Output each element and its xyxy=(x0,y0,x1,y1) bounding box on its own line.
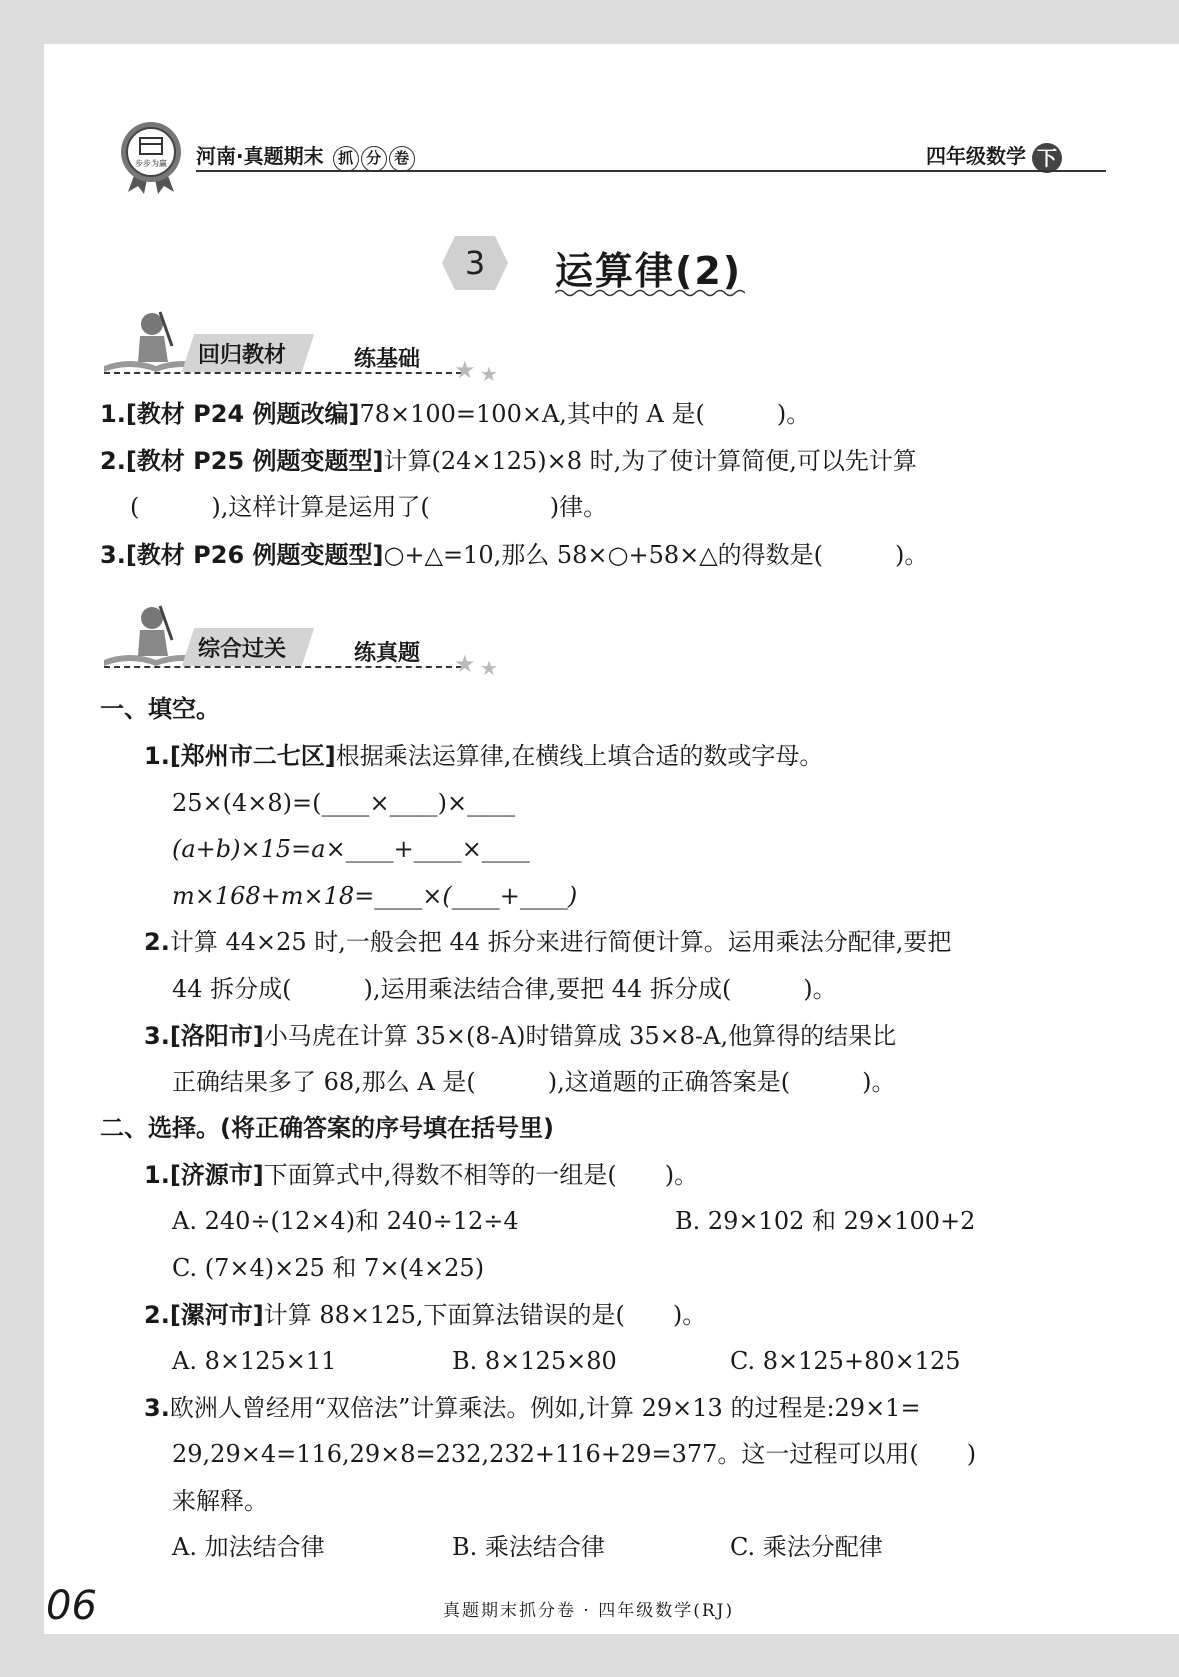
header-left-title xyxy=(196,140,415,172)
section1-dashed-rule xyxy=(104,372,462,374)
section1-item-2-cont: ( ),这样计算是运用了( )律。 xyxy=(130,493,608,521)
star-icon: ★ xyxy=(454,650,476,678)
section1-item-2: 2.[教材 P25 例题变题型]计算(24×125)×8 时,为了使计算简便,可以先计算 xyxy=(100,447,917,475)
lesson-title: 运算律(2) xyxy=(555,249,743,293)
header-rule xyxy=(196,170,1106,172)
part2-heading: 二、选择。(将正确答案的序号填在括号里) xyxy=(100,1114,554,1142)
section1-label: 练基础 xyxy=(354,347,421,372)
star-icon: ★ xyxy=(454,356,476,384)
header-circle-char: 抓 xyxy=(333,146,359,172)
section1-item-1: 1.[教材 P24 例题改编]78×100=100×A,其中的 A 是( )。 xyxy=(100,400,811,428)
volume-badge: 下 xyxy=(1032,143,1062,173)
part2-q2-option-b: B. 8×125×80 xyxy=(452,1347,617,1375)
part1-heading: 一、填空。 xyxy=(100,695,220,723)
part2-q1-option-c: C. (7×4)×25 和 7×(4×25) xyxy=(172,1254,485,1282)
part2-q1-option-b: B. 29×102 和 29×100+2 xyxy=(675,1207,976,1235)
section1-item-3: 3.[教材 P26 例题变题型]○+△=10,那么 58×○+58×△的得数是( )。 xyxy=(100,541,929,569)
title-wavy-underline xyxy=(555,288,745,298)
part2-q2-option-c: C. 8×125+80×125 xyxy=(730,1347,961,1375)
section1-tab: 回归教材 xyxy=(198,343,287,368)
part2-q1-option-a: A. 240÷(12×4)和 240÷12÷4 xyxy=(172,1207,519,1235)
star-icon: ★ xyxy=(480,656,498,680)
section2-dashed-rule xyxy=(104,666,462,668)
part1-q3-cont: 正确结果多了 68,那么 A 是( ),这道题的正确答案是( )。 xyxy=(172,1068,896,1096)
logo-badge-icon xyxy=(114,120,188,194)
part2-q3-cont2: 来解释。 xyxy=(172,1487,268,1515)
part1-q2: 2.计算 44×25 时,一般会把 44 拆分来进行简便计算。运用乘法分配律,要把 xyxy=(144,928,952,956)
part2-q3-option-b: B. 乘法结合律 xyxy=(452,1533,605,1561)
part2-q2: 2.[漯河市]计算 88×125,下面算法错误的是( )。 xyxy=(144,1301,707,1329)
part1-q1: 1.[郑州市二七区]根据乘法运算律,在横线上填合适的数或字母。 xyxy=(144,742,824,770)
header-title-prefix: 河南·真题期末 xyxy=(196,144,324,168)
part2-q3-option-a: A. 加法结合律 xyxy=(172,1533,325,1561)
part2-q1: 1.[济源市]下面算式中,得数不相等的一组是( )。 xyxy=(144,1161,699,1189)
part1-q1-line3: m×168+m×18=____×(____+____) xyxy=(172,882,578,910)
svg-text:步步为赢: 步步为赢 xyxy=(135,159,167,168)
grade-subject: 四年级数学 xyxy=(926,144,1026,168)
star-icon: ★ xyxy=(480,362,498,386)
footer-text: 真题期末抓分卷 · 四年级数学(RJ) xyxy=(443,1601,735,1621)
header-circle-char: 卷 xyxy=(389,146,415,172)
lesson-number-hexagon xyxy=(440,234,510,292)
section2-label: 练真题 xyxy=(354,641,421,666)
header-circle-char: 分 xyxy=(361,146,387,172)
section2-tab: 综合过关 xyxy=(198,637,287,662)
header-right-title xyxy=(926,140,1062,173)
page-number: 06 xyxy=(46,1583,97,1629)
part1-q3: 3.[洛阳市]小马虎在计算 35×(8-A)时错算成 35×8-A,他算得的结果比 xyxy=(144,1022,897,1050)
part2-q3-option-c: C. 乘法分配律 xyxy=(730,1533,883,1561)
part1-q1-line1: 25×(4×8)=(____×____)×____ xyxy=(172,789,516,817)
part1-q1-line2: (a+b)×15=a×____+____×____ xyxy=(172,835,530,863)
part2-q3: 3.欧洲人曾经用“双倍法”计算乘法。例如,计算 29×13 的过程是:29×1= xyxy=(144,1394,921,1422)
part2-q2-option-a: A. 8×125×11 xyxy=(172,1347,337,1375)
part2-q3-cont: 29,29×4=116,29×8=232,232+116+29=377。这一过程可以用( ) xyxy=(172,1440,977,1468)
part1-q2-cont: 44 拆分成( ),运用乘法结合律,要把 44 拆分成( )。 xyxy=(172,975,837,1003)
svg-text:3: 3 xyxy=(464,244,486,282)
